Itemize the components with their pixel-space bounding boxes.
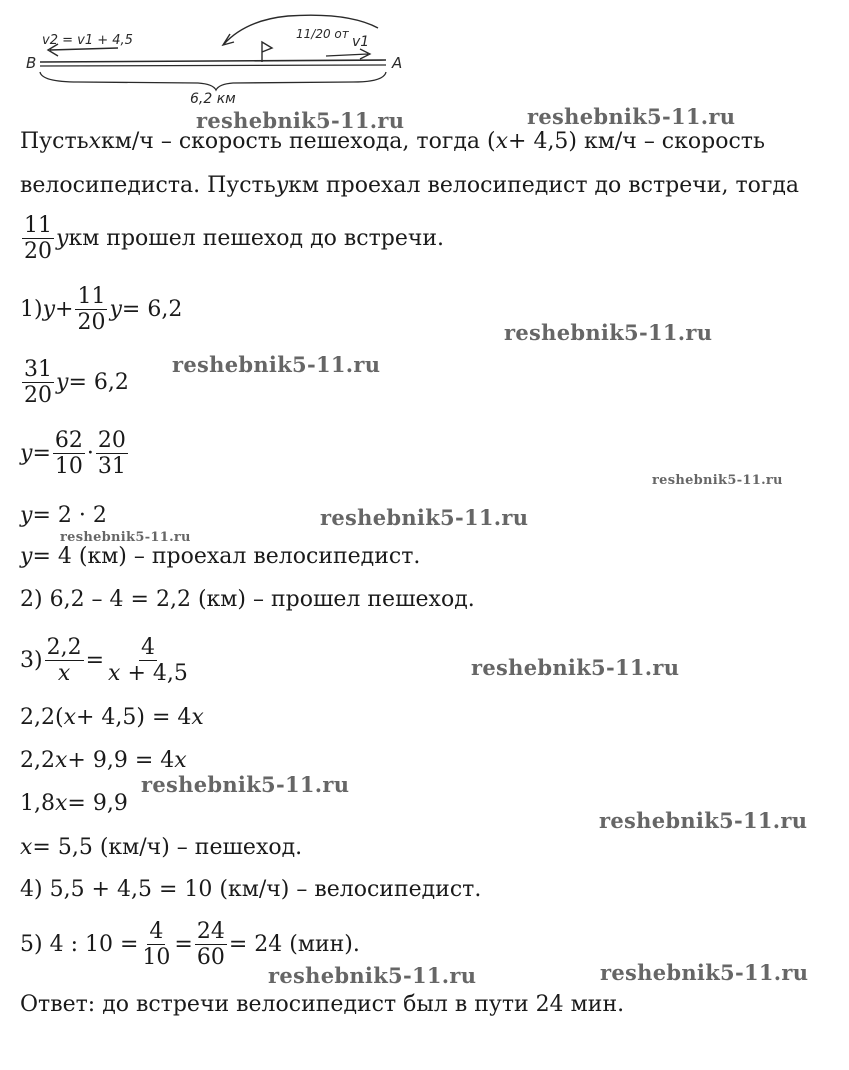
var-x: x <box>20 835 33 860</box>
text: км проехал велосипедист до встречи, тогда <box>288 173 800 198</box>
denominator: 31 <box>97 454 126 480</box>
var-y: y <box>275 173 289 198</box>
var-y: y <box>20 503 33 528</box>
fraction <box>96 428 128 480</box>
fraction <box>22 213 54 265</box>
text: 4) 5,5 + 4,5 = 10 (км/ч) – велосипедист. <box>20 877 482 902</box>
answer-text: Ответ: до встречи велосипедист был в пути 24 мин. <box>20 992 625 1017</box>
arrow-right <box>326 49 370 59</box>
step1-line-c <box>20 428 130 480</box>
var-y: y <box>56 225 69 251</box>
var-x: x <box>108 661 121 687</box>
text: + 4,5) = 4 <box>76 705 192 730</box>
numerator: 11 <box>24 213 52 238</box>
motion-sketch <box>18 6 438 111</box>
step-number: 3) <box>20 647 43 673</box>
watermark: reshebnik5-11.ru <box>60 530 191 545</box>
text: км прошел пешеход до встречи. <box>68 225 445 251</box>
step1-equation <box>20 284 182 336</box>
answer-line <box>20 992 624 1018</box>
watermark: reshebnik5-11.ru <box>268 963 477 988</box>
operator: · <box>86 440 94 466</box>
step3-equation <box>20 635 192 687</box>
rhs: = 2 · 2 <box>32 503 107 528</box>
fraction <box>53 428 85 480</box>
watermark: reshebnik5-11.ru <box>471 655 680 680</box>
operator: = <box>85 647 105 673</box>
step3-line-4 <box>20 835 302 861</box>
fraction <box>45 635 84 687</box>
numerator: 31 <box>24 357 52 382</box>
label-ratio: 11/20 от <box>296 27 349 41</box>
label-v2: v2 = v1 + 4,5 <box>42 33 133 48</box>
step4-line <box>20 877 481 903</box>
text: = 5,5 (км/ч) – пешеход. <box>32 835 303 860</box>
var-x: x <box>55 791 68 816</box>
rhs: = 6,2 <box>121 296 183 322</box>
step1-line-d <box>20 503 107 529</box>
fraction <box>195 919 227 971</box>
var-y: y <box>20 544 33 569</box>
denominator: 10 <box>54 454 83 480</box>
step1-line-b <box>20 357 129 409</box>
watermark: reshebnik5-11.ru <box>527 104 736 129</box>
watermark: reshebnik5-11.ru <box>599 808 808 833</box>
text: 5) 4 : 10 = <box>20 931 139 957</box>
watermark: reshebnik5-11.ru <box>320 505 529 530</box>
text: 2,2( <box>20 705 64 730</box>
fraction <box>75 284 107 336</box>
step3-line-3 <box>20 791 128 817</box>
label-b: В <box>26 54 37 72</box>
text: + 4,5) км/ч – скорость <box>508 129 765 154</box>
watermark: reshebnik5-11.ru <box>172 352 381 377</box>
step3-line-1 <box>20 705 204 731</box>
denominator: 20 <box>24 383 52 409</box>
numerator: 2,2 <box>46 635 82 660</box>
text: + 4,5 <box>120 661 188 687</box>
text: = 9,9 <box>67 791 128 816</box>
var-y: y <box>20 440 33 466</box>
step3-line-2 <box>20 748 187 774</box>
fraction <box>140 919 172 971</box>
var-x: x <box>63 705 76 730</box>
brace-bottom <box>40 72 386 90</box>
watermark: reshebnik5-11.ru <box>600 960 809 985</box>
step-number: 1) <box>20 296 43 322</box>
text: = 24 (мин). <box>228 931 360 957</box>
label-a: А <box>392 54 403 72</box>
fraction <box>106 635 190 687</box>
intro-line-3 <box>20 213 444 265</box>
text: 1,8 <box>20 791 55 816</box>
text: Пусть <box>20 129 89 154</box>
denominator: 10 <box>142 945 171 971</box>
var-x: x <box>191 705 204 730</box>
text: + 9,9 = 4 <box>67 748 175 773</box>
watermark: reshebnik5-11.ru <box>141 772 350 797</box>
label-v1: v1 <box>352 34 370 50</box>
denominator: 20 <box>77 310 106 336</box>
var-x: x <box>174 748 187 773</box>
numerator: 4 <box>140 635 155 660</box>
watermark: reshebnik5-11.ru <box>196 108 405 133</box>
numerator: 24 <box>196 919 225 944</box>
denominator: 60 <box>196 945 225 971</box>
watermark: reshebnik5-11.ru <box>504 320 713 345</box>
text: велосипедиста. Пусть <box>20 173 276 198</box>
var-x: x <box>88 129 102 154</box>
fraction <box>22 357 54 409</box>
rhs: = 6,2 <box>68 369 129 395</box>
numerator: 4 <box>149 919 164 944</box>
label-distance: 6,2 км <box>190 91 236 107</box>
denominator: 20 <box>24 239 52 265</box>
text: км/ч – скорость пешехода, тогда ( <box>101 129 496 154</box>
var-x: x <box>495 129 509 154</box>
watermark: reshebnik5-11.ru <box>652 473 783 488</box>
var-y: y <box>42 296 56 322</box>
text: 2,2 <box>20 748 55 773</box>
numerator: 20 <box>97 428 126 453</box>
flag-icon <box>262 42 272 62</box>
denominator <box>106 661 190 686</box>
numerator: 11 <box>77 284 106 309</box>
var-y: y <box>56 369 69 395</box>
operator: = <box>174 931 193 957</box>
segment-line-bottom <box>40 65 386 66</box>
intro-line-2 <box>20 173 799 199</box>
text: 2) 6,2 – 4 = 2,2 (км) – прошел пешеход. <box>20 587 475 612</box>
operator: = <box>32 440 51 466</box>
step2-line <box>20 587 475 613</box>
var-y: y <box>109 296 122 322</box>
operator: + <box>55 296 74 322</box>
numerator: 62 <box>54 428 83 453</box>
step1-line-e <box>20 544 420 570</box>
rhs: = 4 (км) – проехал велосипедист. <box>32 544 421 569</box>
var-x: x <box>55 748 68 773</box>
segment-line-top <box>40 60 386 62</box>
denominator: x <box>57 661 71 687</box>
